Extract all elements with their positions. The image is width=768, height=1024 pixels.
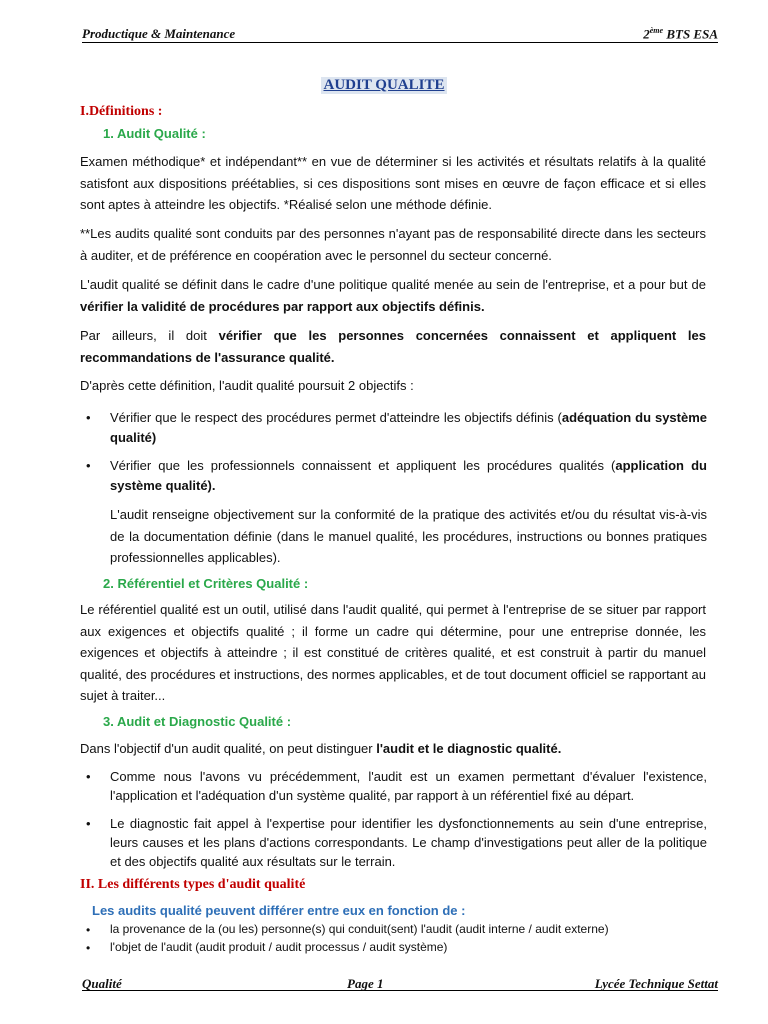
paragraph-1: Examen méthodique* et indépendant** en vue de déterminer si les activités et résultats relatifs à la qualité satisfont aux dispositions préétablies, si ces dispositions sont mises en œuvre de façon efficace et si elles sont aptes à atteindre les objectifs. *Réalisé selon une méthode définie. bbox=[80, 154, 706, 212]
page-footer bbox=[82, 976, 718, 991]
bullet-text-2: Vérifier que les professionnels connaissent et appliquent les procédures qualités (application du système qualité). bbox=[110, 458, 707, 493]
bullet-icon: • bbox=[86, 816, 91, 831]
page-title: AUDIT QUALITE bbox=[323, 77, 445, 93]
paragraph-3: L'audit qualité se définit dans le cadre d'une politique qualité menée au sein de l'entreprise, et a pour but de vérifier la validité de procédures par rapport aux objectifs définis. bbox=[80, 277, 706, 314]
bullet-text-6: l'objet de l'audit (audit produit / audit processus / audit système) bbox=[110, 940, 448, 954]
footer-left: Qualité bbox=[82, 976, 122, 991]
bullet-text-4: Le diagnostic fait appel à l'expertise pour identifier les dysfonctionnements au sein d'une entreprise, leurs causes et les plans d'actions correspondants. Le champ d'investigations peut aller de la politique et des objectifs qualité aux résultats sur le terrain. bbox=[110, 816, 707, 869]
paragraph-4: Par ailleurs, il doit vérifier que les personnes concernées connaissent et appliquent les recommandations de l'assurance qualité. bbox=[80, 328, 706, 365]
subsection-audit-qualite: 1. Audit Qualité : bbox=[103, 126, 206, 141]
bullet-text-2-continued: L'audit renseigne objectivement sur la conformité de la pratique des activités et/ou du résultat vis-à-vis de la documentation définie (dans le manuel qualité, les procédures, instructions ou bonnes pratiques professionnelles applicables). bbox=[110, 507, 707, 565]
bullet-icon: • bbox=[86, 769, 91, 784]
bullet-text-3: Comme nous l'avons vu précédemment, l'audit est un examen permettant d'évaluer l'existence, l'application et l'adéquation d'un système qualité, par rapport à un référentiel fixé au départ. bbox=[110, 769, 707, 803]
section-types: II. Les différents types d'audit qualité bbox=[80, 877, 306, 892]
paragraph-5: D'après cette définition, l'audit qualité poursuit 2 objectifs : bbox=[80, 378, 414, 393]
section-definitions: I.Définitions : bbox=[80, 104, 163, 119]
page-number: Page 1 bbox=[347, 976, 384, 991]
header-right: 2ème BTS ESA bbox=[643, 26, 718, 42]
bullet-icon: • bbox=[86, 458, 91, 473]
page-header bbox=[82, 26, 718, 43]
bullet-text-1: Vérifier que le respect des procédures permet d'atteindre les objectifs définis (adéquation du système qualité) bbox=[110, 410, 707, 445]
bullet-icon: • bbox=[86, 410, 91, 425]
subsection-diagnostic: 3. Audit et Diagnostic Qualité : bbox=[103, 714, 292, 729]
paragraph-7: Dans l'objectif d'un audit qualité, on peut distinguer l'audit et le diagnostic qualité. bbox=[80, 741, 562, 756]
bullet-text-5: la provenance de la (ou les) personne(s) qui conduit(sent) l'audit (audit interne / audit externe) bbox=[110, 922, 609, 936]
title-wrapper bbox=[0, 76, 768, 94]
bullet-icon: • bbox=[86, 941, 91, 955]
footer-right: Lycée Technique Settat bbox=[594, 976, 718, 991]
subheading-criteria: Les audits qualité peuvent différer entre eux en fonction de : bbox=[92, 903, 466, 918]
subsection-referentiel: 2. Référentiel et Critères Qualité : bbox=[103, 576, 309, 591]
paragraph-6: Le référentiel qualité est un outil, utilisé dans l'audit qualité, qui permet à l'entreprise de se situer par rapport aux exigences et objectifs qualité ; il forme un cadre qui détermine, pour une entreprise donnée, les exigences et objectifs à atteindre ; il est constitué de critères qualité, et est construit à partir du manuel qualité, des procédures et instructions, des normes applicables, et de tout document officiel se rapportant au sujet à traiter... bbox=[80, 602, 706, 703]
header-left: Productique & Maintenance bbox=[82, 26, 236, 41]
paragraph-2: **Les audits qualité sont conduits par des personnes n'ayant pas de responsabilité directe dans les secteurs à auditer, et de préférence en coopération avec le personnel du secteur concerné. bbox=[80, 226, 706, 263]
bullet-icon: • bbox=[86, 923, 91, 937]
